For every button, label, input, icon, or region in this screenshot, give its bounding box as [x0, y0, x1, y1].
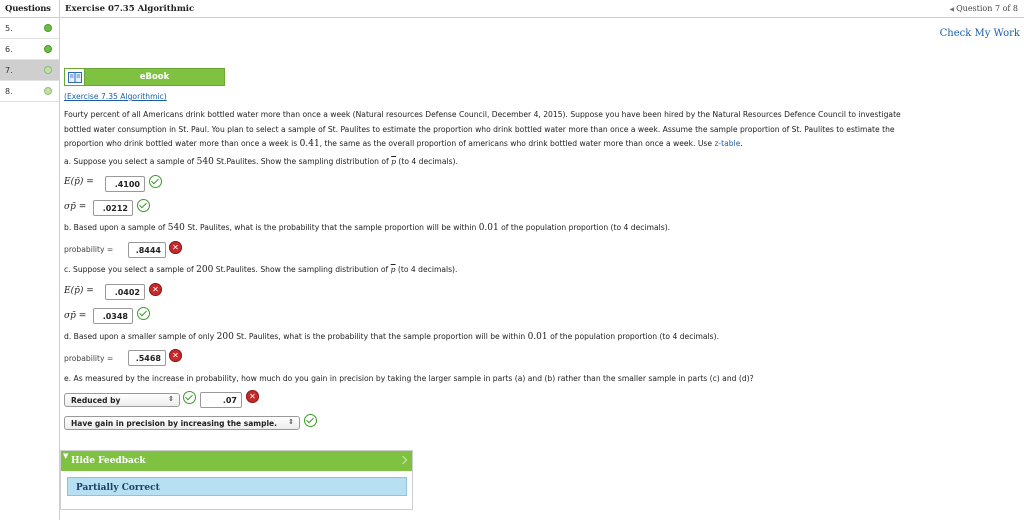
question-text: a. Suppose you select a sample of: [64, 157, 195, 166]
question-counter[interactable]: [949, 4, 1018, 13]
margin-value: 0.01: [527, 332, 548, 342]
feedback-panel: [60, 450, 413, 510]
question-text: of the population proportion (to 4 decimals).: [501, 223, 671, 232]
hide-feedback-toggle[interactable]: [61, 451, 412, 471]
ebook-label: eBook: [139, 72, 170, 82]
chevron-icon: [399, 456, 407, 464]
expected-value-label-a: E(p̄) =: [64, 177, 94, 187]
incorrect-x-icon: ✕: [149, 283, 162, 296]
gain-value-input[interactable]: .07: [200, 392, 242, 408]
expected-value-input-a[interactable]: .4100: [105, 176, 145, 192]
question-text: c. Suppose you select a sample of: [64, 265, 194, 274]
incorrect-x-icon: ✕: [169, 349, 182, 362]
sidebar-question-8[interactable]: [0, 81, 59, 102]
top-bar: [60, 0, 1024, 18]
p-bar-symbol: $\overline{p}$: [391, 157, 396, 166]
question-sidebar: [0, 0, 60, 520]
gain-direction-select[interactable]: [64, 393, 180, 407]
check-my-work-link[interactable]: Check My Work: [939, 28, 1020, 39]
p-bar-symbol: $\overline{p}$: [390, 265, 396, 274]
probability-label-d: probability =: [64, 354, 114, 363]
intro-text: , the same as the overall proportion of americans who drink bottled water more than once a week. Use: [319, 139, 713, 148]
correct-check-icon: [183, 391, 196, 404]
question-number: 8.: [5, 87, 13, 96]
part-d-question: [64, 332, 719, 342]
std-error-label-c: σp̄ =: [64, 311, 87, 321]
question-text: St.Paulites. Show the sampling distribution of: [215, 265, 389, 274]
intro-proportion: 0.41: [299, 139, 320, 149]
question-number: 6.: [5, 45, 13, 54]
book-icon: [65, 69, 85, 85]
std-error-input-c[interactable]: .0348: [93, 308, 133, 324]
select-caret-icon: ⇕: [168, 395, 174, 403]
select-caret-icon: ⇕: [288, 418, 294, 426]
correct-check-icon: [137, 307, 150, 320]
question-text: St. Paulites, what is the probability that the sample proportion will be within: [187, 223, 477, 232]
sample-size: 540: [196, 157, 214, 167]
std-error-label-a: σp̄ =: [64, 202, 87, 212]
question-number: 7.: [5, 66, 13, 75]
part-e-question: e. As measured by the increase in probability, how much do you gain in precision by taking the larger sample in parts (a) and (b) rather than the smaller sample in parts (c) and (d)?: [64, 374, 754, 383]
expected-value-input-c[interactable]: .0402: [105, 284, 145, 300]
part-a-question: [64, 157, 458, 167]
collapse-triangle-icon: ▼: [63, 452, 69, 460]
sidebar-question-6[interactable]: [0, 39, 59, 60]
sample-size: 200: [216, 332, 234, 342]
question-number: 5.: [5, 24, 13, 33]
complete-status-icon: [44, 24, 52, 32]
question-text: of the population proportion (to 4 decimals).: [550, 332, 719, 341]
question-text: d. Based upon a smaller sample of only: [64, 332, 215, 341]
conclusion-select[interactable]: [64, 416, 300, 430]
complete-status-icon: [44, 45, 52, 53]
hide-feedback-label: Hide Feedback: [71, 456, 146, 466]
ebook-button[interactable]: [64, 68, 225, 86]
question-text: St. Paulites, what is the probability that the sample proportion will be within: [236, 332, 526, 341]
intro-line-3: [64, 139, 743, 149]
select-value: Reduced by: [71, 396, 121, 405]
question-counter-text: Question 7 of 8: [956, 4, 1018, 13]
correct-check-icon: [304, 414, 317, 427]
z-table-link[interactable]: z-table: [714, 139, 741, 148]
sidebar-header: Questions: [0, 0, 59, 18]
partial-status-icon: [44, 66, 52, 74]
question-text: (to 4 decimals).: [398, 157, 458, 166]
intro-line-2: bottled water consumption in St. Paul. You plan to select a sample of St. Paulites to estimate the proportion who drink bottled water more than once a week. Assume the sample proportion of St. Paulites to estimate the: [64, 125, 895, 134]
std-error-input-a[interactable]: .0212: [93, 200, 133, 216]
feedback-status-box: [67, 477, 407, 496]
incorrect-x-icon: ✕: [169, 241, 182, 254]
correct-check-icon: [149, 175, 162, 188]
partial-status-icon: [44, 87, 52, 95]
intro-line-1: Fourty percent of all Americans drink bottled water more than once a week (Natural resources Defense Council, December 4, 2015). Suppose you have been hired by the Natural Resources Defence Council to investigate: [64, 110, 901, 119]
sidebar-question-7[interactable]: [0, 60, 59, 81]
feedback-status-text: Partially Correct: [76, 483, 160, 493]
previous-arrow-icon[interactable]: ◀: [949, 6, 955, 13]
question-text: St.Paulites. Show the sampling distribution of: [216, 157, 389, 166]
probability-input-d[interactable]: .5468: [128, 350, 166, 366]
incorrect-x-icon: ✕: [246, 390, 259, 403]
question-text: (to 4 decimals).: [397, 265, 458, 274]
sample-size: 200: [196, 265, 214, 275]
question-text: b. Based upon a sample of: [64, 223, 166, 232]
probability-label-b: probability =: [64, 245, 114, 254]
probability-input-b[interactable]: .8444: [128, 242, 166, 258]
sample-size: 540: [167, 223, 185, 233]
select-value: Have gain in precision by increasing the sample.: [71, 419, 277, 428]
exercise-link[interactable]: (Exercise 7.35 Algorithmic): [64, 92, 167, 101]
part-b-question: [64, 223, 670, 233]
part-c-question: [64, 265, 457, 275]
exercise-title: Exercise 07.35 Algorithmic: [65, 4, 195, 14]
intro-text: .: [740, 139, 743, 148]
intro-text: proportion who drink bottled water more than once a week is: [64, 139, 298, 148]
expected-value-label-c: E(p̄) =: [64, 286, 94, 296]
sidebar-question-5[interactable]: [0, 18, 59, 39]
margin-value: 0.01: [478, 223, 499, 233]
correct-check-icon: [137, 199, 150, 212]
